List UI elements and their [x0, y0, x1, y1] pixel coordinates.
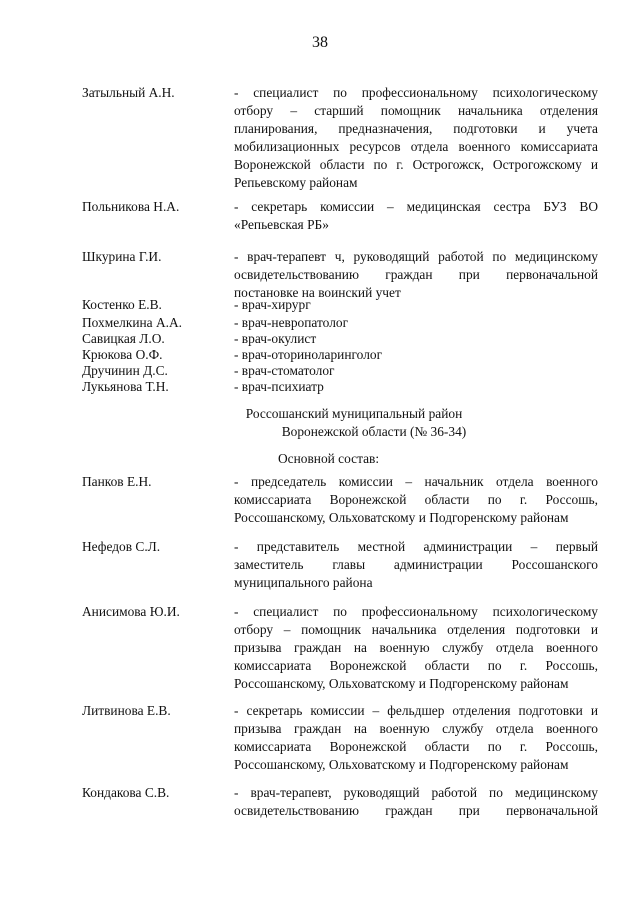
page-number: 38	[312, 34, 328, 51]
member-name: Польникова Н.А.	[82, 199, 180, 214]
member-role: - секретарь комиссии – медицинская сестра БУЗ ВО «Репьевская РБ»	[234, 199, 598, 232]
member-name: Похмелкина А.А.	[82, 315, 182, 330]
member-role: - врач-психиатр	[234, 379, 324, 394]
member-name: Анисимова Ю.И.	[82, 604, 180, 619]
member-role: - секретарь комиссии – фельдшер отделения подготовки и призыва граждан на военную службу отдела военного комиссариата Воронежской области по г. Россошь, Россошанскому, Ольховатскому и Подгоренскому районам	[234, 703, 598, 772]
member-name: Савицкая Л.О.	[82, 331, 165, 346]
member-role: - врач-терапевт ч, руководящий работой по медицинскому освидетельствованию граждан при первоначальной постановке на воинский учет	[234, 249, 598, 300]
member-role: - врач-терапевт, руководящий работой по медицинскому освидетельствованию граждан при первоначальной	[234, 785, 598, 818]
member-role: - специалист по профессиональному психологическому отбору – старший помощник начальника отделения планирования, предназначения, подготовки и учета мобилизационных ресурсов отдела военного комиссариата Воронежской области по г. Острогожск, Острогожскому и Репьевскому районам	[234, 85, 598, 190]
member-name: Затыльный А.Н.	[82, 85, 175, 100]
member-name: Шкурина Г.И.	[82, 249, 162, 264]
section-title: Россошанский муниципальный район Воронежской области (№ 36-34)	[245, 406, 467, 439]
member-name: Панков Е.Н.	[82, 474, 152, 489]
member-role: - врач-хирург	[234, 297, 311, 312]
member-name: Лукьянова Т.Н.	[82, 379, 169, 394]
member-name: Кондакова С.В.	[82, 785, 170, 800]
member-name: Костенко Е.В.	[82, 297, 162, 312]
member-name: Крюкова О.Ф.	[82, 347, 163, 362]
member-role: - врач-стоматолог	[234, 363, 335, 378]
member-name: Дручинин Д.С.	[82, 363, 168, 378]
member-name: Литвинова Е.В.	[82, 703, 171, 718]
member-role: - врач-окулист	[234, 331, 317, 346]
member-role: - специалист по профессиональному психологическому отбору – помощник начальника отделения подготовки и призыва граждан на военную службу отдела военного комиссариата Воронежской области по г. Россошь, Россошанскому, Ольховатскому и Подгоренскому районам	[234, 604, 598, 691]
member-name: Нефедов С.Л.	[82, 539, 161, 554]
member-role: - председатель комиссии – начальник отдела военного комиссариата Воронежской области по г. Россошь, Россошанскому, Ольховатскому и Подгоренскому районам	[234, 474, 598, 525]
member-role: - врач-невропатолог	[234, 315, 349, 330]
member-role: - врач-оториноларинголог	[234, 347, 383, 362]
member-role: - представитель местной администрации – первый заместитель главы администрации Россошанского муниципального района	[234, 539, 598, 590]
